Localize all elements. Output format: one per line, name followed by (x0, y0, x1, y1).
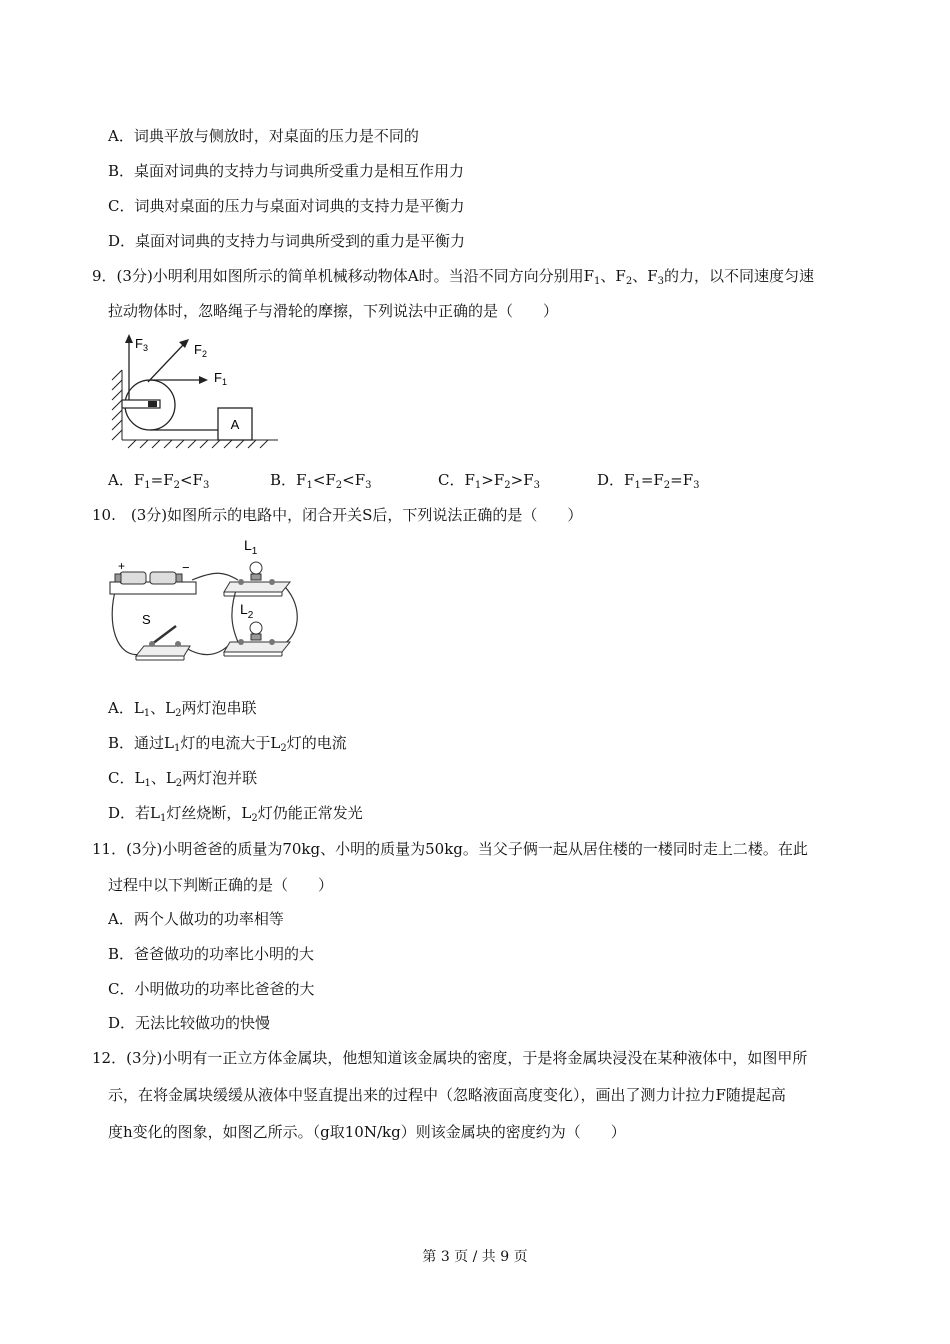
q10-circuit-figure (106, 532, 302, 666)
block-a-label: A (230, 417, 240, 432)
q10-stem: 10. (3分)如图所示的电路中，闭合开关S后，下列说法正确的是（ ） (92, 506, 583, 524)
q12-stem-line3: 度h变化的图象，如图乙所示。（g取10N/kg）则该金属块的密度约为（ ） (108, 1123, 626, 1141)
q8-option-d: D．桌面对词典的支持力与词典所受到的重力是平衡力 (108, 232, 466, 250)
q11-stem-line1: 11．(3分)小明爸爸的质量为70kg、小明的质量为50kg。当父子俩一起从居住楼的一楼同时走上二楼。在此 (92, 840, 808, 858)
q9-stem-line2: 拉动物体时，忽略绳子与滑轮的摩擦，下列说法中正确的是（ ） (108, 302, 559, 320)
q8-option-b: B．桌面对词典的支持力与词典所受重力是相互作用力 (108, 162, 465, 180)
f2-label: $F_2$ (194, 342, 207, 359)
plus-terminal: + (118, 559, 126, 573)
q9-pulley-figure (108, 330, 283, 450)
wire-top (192, 573, 238, 580)
lamp-l2-base (224, 642, 290, 652)
q10-option-a: A．$L_1$、$L_2$两灯泡串联 (108, 699, 257, 719)
page-footer: 第 3 页 / 共 9 页 (422, 1249, 528, 1265)
battery-cell-2 (150, 572, 176, 584)
q8-option-a: A．词典平放与侧放时，对桌面的压力是不同的 (108, 127, 419, 145)
f2-arrow (179, 339, 189, 348)
wire-bottom (186, 644, 230, 655)
switch-base (136, 646, 190, 656)
q10-option-d: D．若$L_1$灯丝烧断，$L_2$灯仍能正常发光 (108, 804, 363, 824)
q9-option-a: A．$F_1=F_2<F_3$ (108, 471, 210, 491)
q8-option-c: C．词典对桌面的压力与桌面对词典的支持力是平衡力 (108, 197, 465, 215)
switch-label: S (142, 612, 151, 627)
q12-stem-line2: 示，在将金属块缓缓从液体中竖直提出来的过程中（忽略液面高度变化），画出了测力计拉力F随提起高 (108, 1086, 786, 1104)
wall-hatching (112, 370, 278, 448)
wire-left (112, 588, 142, 655)
q9-option-d: D．$F_1=F_2=F_3$ (597, 471, 700, 491)
q11-option-a: A．两个人做功的功率相等 (108, 910, 284, 928)
q12-stem-line1: 12．(3分)小明有一正立方体金属块，他想知道该金属块的密度，于是将金属块浸没在某种液体中，如图甲所 (92, 1049, 808, 1067)
switch-blade (152, 626, 176, 644)
q10-option-c: C．$L_1$、$L_2$两灯泡并联 (108, 769, 258, 789)
lamp-l2-label: $L_2$ (240, 601, 254, 621)
q9-stem-line1: 9．(3分)小明利用如图所示的简单机械移动物体A时。当沿不同方向分别用$F_1$、$F_2$、$F_3$的力，以不同速度匀速 (92, 267, 815, 287)
lamp-l2-bulb (250, 622, 262, 634)
q11-option-b: B．爸爸做功的功率比小明的大 (108, 945, 315, 963)
q11-option-c: C．小明做功的功率比爸爸的大 (108, 980, 315, 998)
q10-option-b: B．通过$L_1$灯的电流大于$L_2$灯的电流 (108, 734, 347, 754)
lamp-l1-base (224, 582, 290, 592)
pulley-axle (148, 401, 157, 407)
q11-option-d: D．无法比较做功的快慢 (108, 1014, 271, 1032)
f3-label: $F_3$ (135, 336, 148, 353)
q11-stem-line2: 过程中以下判断正确的是（ ） (108, 876, 334, 894)
f1-label: $F_1$ (214, 370, 227, 387)
f3-arrow (125, 334, 133, 343)
f1-arrow (199, 376, 208, 384)
lamp-l1-bulb (250, 562, 262, 574)
wire-middle (232, 584, 238, 642)
wire-right (282, 584, 297, 644)
minus-terminal: − (182, 560, 190, 575)
lamp-l1-label: $L_1$ (244, 537, 258, 557)
battery-cell-1 (120, 572, 146, 584)
q9-option-c: C．$F_1>F_2>F_3$ (438, 471, 540, 491)
q9-option-b: B．$F_1<F_2<F_3$ (270, 471, 372, 491)
